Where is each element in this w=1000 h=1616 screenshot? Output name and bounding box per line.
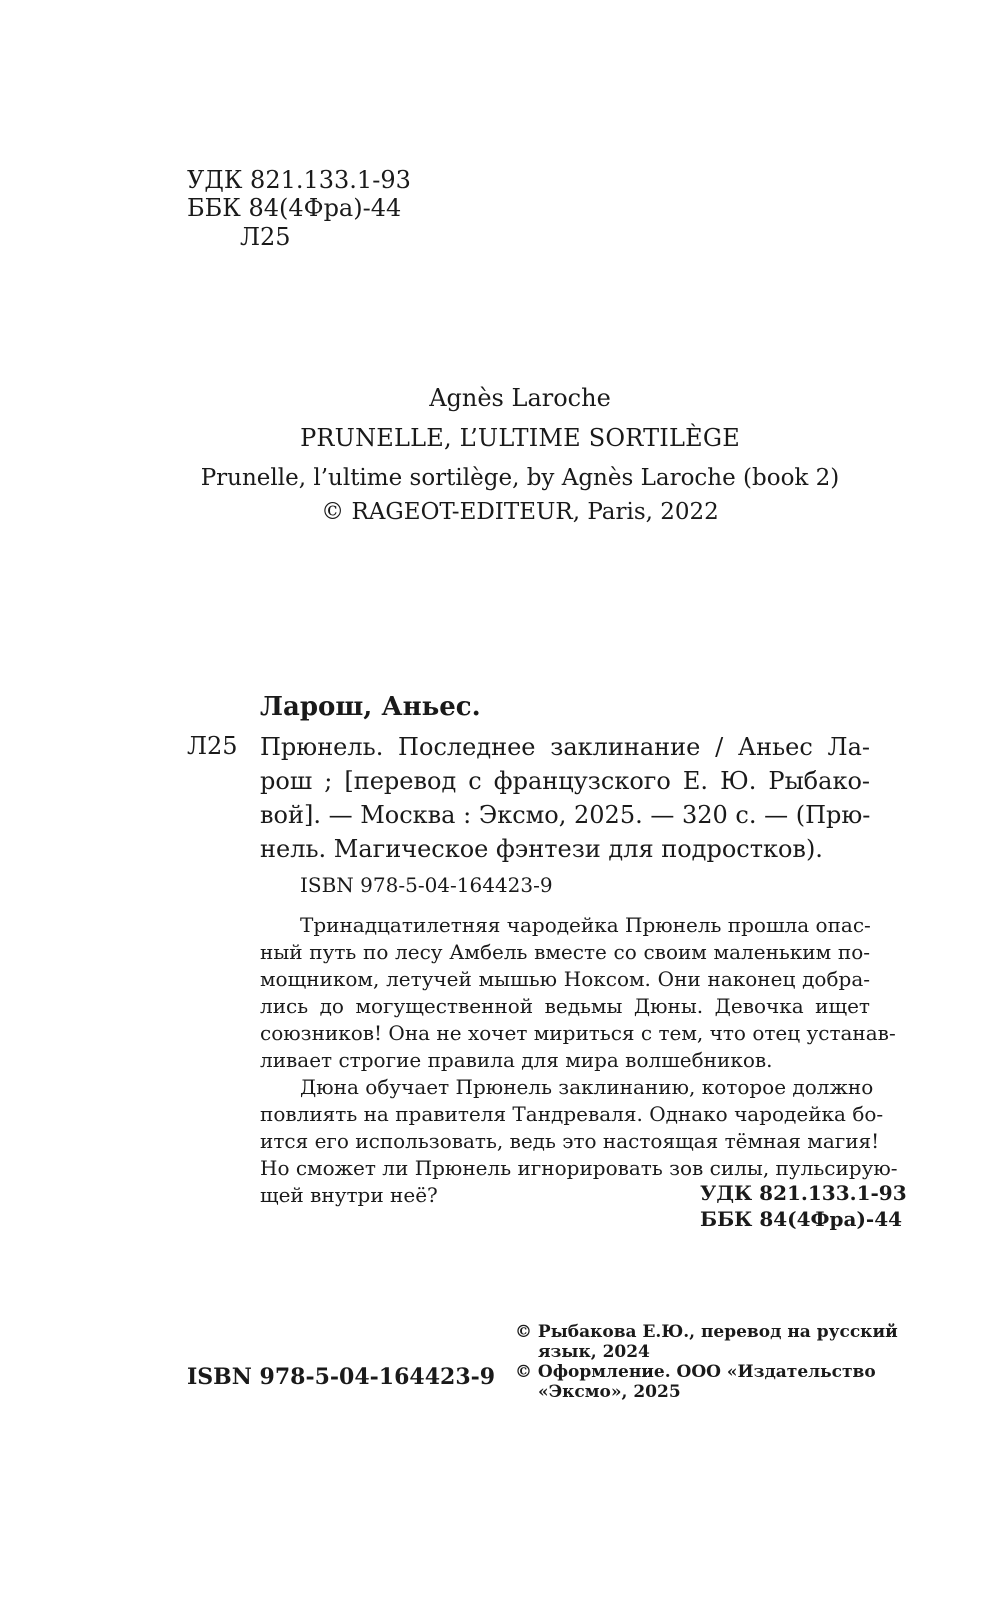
copyright-translation: © Рыбакова Е.Ю., перевод на русский: [515, 1322, 898, 1342]
original-title: PRUNELLE, L’ULTIME SORTILÈGE: [300, 424, 740, 452]
udk-code-top: УДК 821.133.1-93: [187, 166, 411, 194]
catalog-description-line: вой]. — Москва : Эксмо, 2025. — 320 с. — (Прю-: [260, 801, 871, 829]
catalog-author-code: Л25: [187, 732, 238, 760]
catalog-author-heading: Ларош, Аньес.: [260, 692, 481, 722]
annotation-line: мощником, летучей мышью Ноксом. Они наконец добра-: [260, 967, 870, 991]
catalog-description-line: Прюнель. Последнее заклинание / Аньес Ла-: [260, 733, 870, 761]
annotation-line: повлиять на правителя Тандреваля. Однако чародейка бо-: [260, 1102, 884, 1126]
bbk-code-top: ББК 84(4Фра)-44: [187, 194, 402, 222]
annotation-line: ится его использовать, ведь это настоящая тёмная магия!: [260, 1129, 880, 1153]
annotation-line: ный путь по лесу Амбель вместе со своим маленьким по-: [260, 940, 870, 964]
annotation-line: Дюна обучает Прюнель заклинанию, которое должно: [300, 1075, 874, 1099]
isbn-bottom: ISBN 978-5-04-164423-9: [187, 1364, 496, 1390]
annotation-line: ливает строгие правила для мира волшебников.: [260, 1048, 773, 1072]
author-code-top: Л25: [240, 223, 291, 251]
original-credit: Prunelle, l’ultime sortilège, by Agnès Laroche (book 2): [200, 465, 840, 491]
copyright-design-continued: «Эксмо», 2025: [538, 1382, 681, 1402]
annotation-line: союзников! Она не хочет мириться с тем, что отец устанав-: [260, 1021, 896, 1045]
catalog-description-line: нель. Магическое фэнтези для подростков).: [260, 835, 823, 863]
copyright-translation-continued: язык, 2024: [538, 1342, 650, 1362]
copyright-design: © Оформление. ООО «Издательство: [515, 1362, 876, 1382]
bbk-code-bottom: ББК 84(4Фра)-44: [700, 1207, 903, 1231]
annotation-line: лись до могущественной ведьмы Дюны. Девочка ищет: [260, 994, 870, 1018]
annotation-line: Но сможет ли Прюнель игнорировать зов силы, пульсирую-: [260, 1156, 898, 1180]
original-copyright: © RAGEOT-EDITEUR, Paris, 2022: [321, 499, 719, 525]
catalog-description-line: рош ; [перевод с французского Е. Ю. Рыбако-: [260, 767, 870, 795]
udk-code-bottom: УДК 821.133.1-93: [700, 1181, 907, 1205]
catalog-isbn: ISBN 978-5-04-164423-9: [300, 873, 553, 897]
annotation-line: Тринадцатилетняя чародейка Прюнель прошла опас-: [300, 913, 871, 937]
original-author: Agnès Laroche: [429, 384, 611, 412]
annotation-line: щей внутри неё?: [260, 1183, 438, 1207]
